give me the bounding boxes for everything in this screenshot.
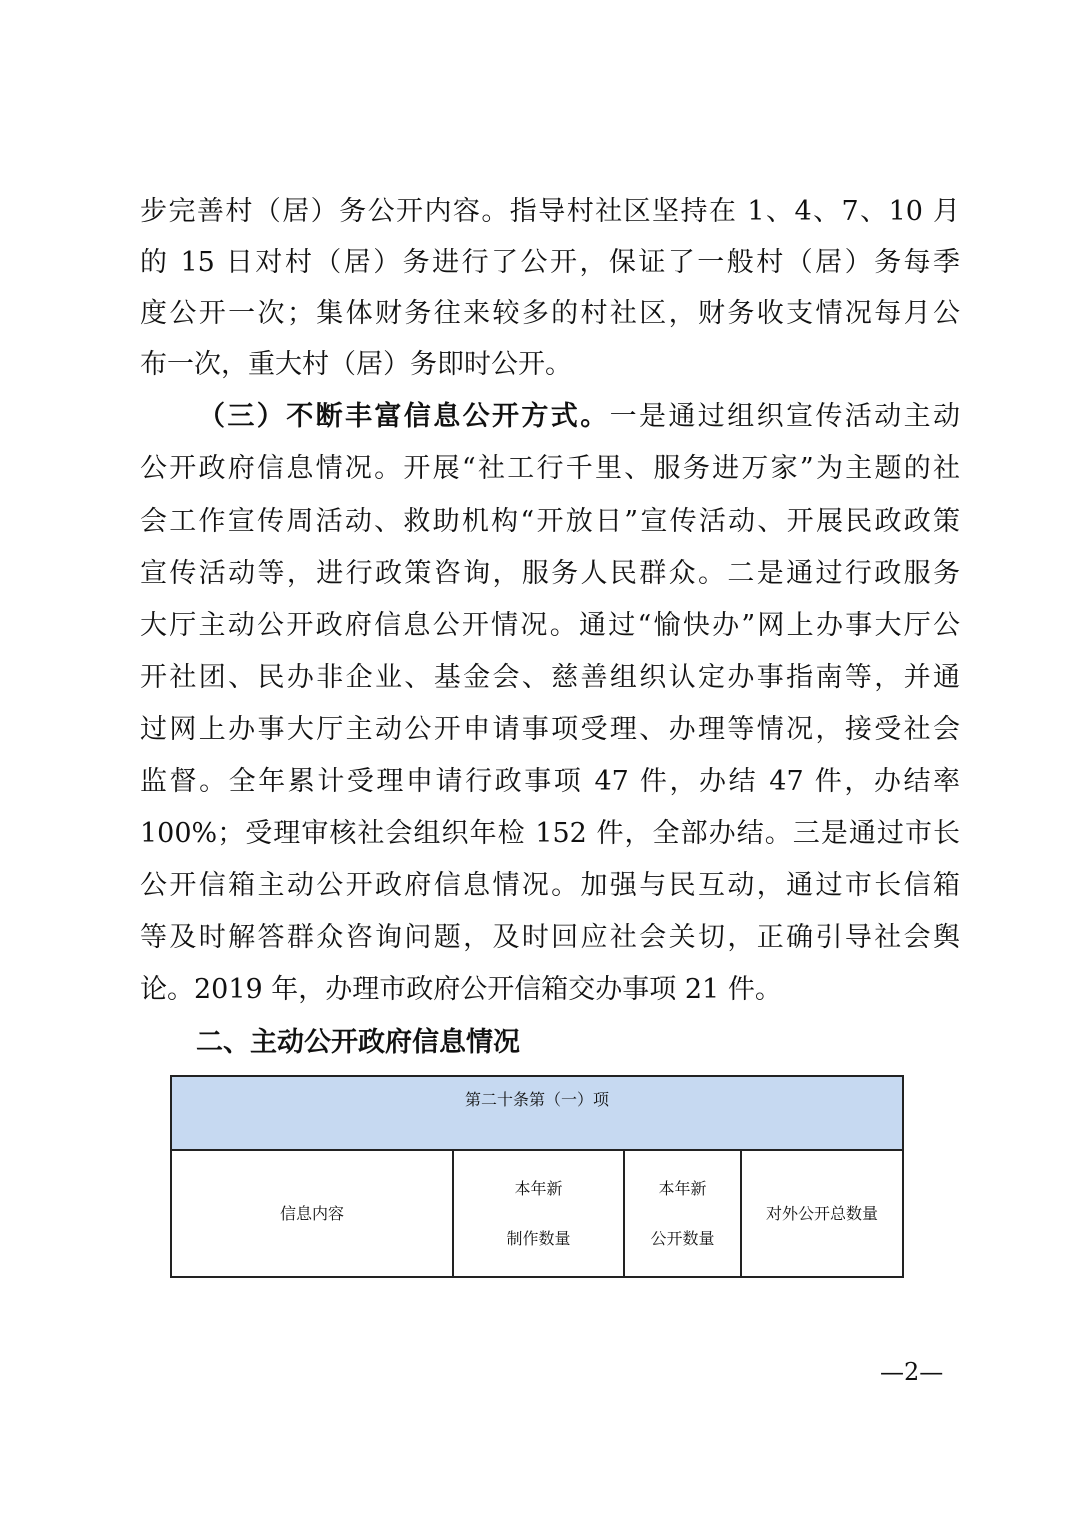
body-line: 会工作宣传周活动、救助机构“开放日”宣传活动、开展民政政策	[140, 506, 960, 537]
column-header-total-published: 对外公开总数量	[741, 1150, 903, 1277]
body-text: 一是通过组织宣传活动主动	[609, 401, 961, 432]
body-line: 开社团、民办非企业、基金会、慈善组织认定办事指南等，并通	[140, 662, 960, 693]
header-line: 本年新	[658, 1178, 707, 1198]
body-line: 100%；受理审核社会组织年检 152 件，全部办结。三是通过市长	[140, 818, 960, 849]
body-line: 步完善村（居）务公开内容。指导村社区坚持在 1、4、7、10 月	[140, 196, 960, 227]
body-line: 论。2019 年，办理市政府公开信箱交办事项 21 件。	[140, 974, 782, 1005]
body-line: 度公开一次；集体财务往来较多的村社区，财务收支情况每月公	[140, 298, 960, 329]
header-line: 制作数量	[506, 1228, 571, 1248]
body-line: 过网上办事大厅主动公开申请事项受理、办理等情况，接受社会	[140, 714, 960, 745]
body-line: 公开信箱主动公开政府信息情况。加强与民互动，通过市长信箱	[140, 870, 960, 901]
body-line: 公开政府信息情况。开展“社工行千里、服务进万家”为主题的社	[140, 453, 960, 484]
header-line: 公开数量	[650, 1228, 715, 1248]
body-line: 大厅主动公开政府信息公开情况。通过“愉快办”网上办事大厅公	[140, 610, 960, 641]
page-number: —2—	[880, 1358, 944, 1386]
column-header-info-content: 信息内容	[171, 1150, 453, 1277]
subheading-bold: （三）不断丰富信息公开方式。	[198, 401, 610, 432]
body-line: 监督。全年累计受理申请行政事项 47 件，办结 47 件，办结率	[140, 766, 960, 797]
column-header-new-published	[624, 1150, 741, 1277]
table-header: 第二十条第（一）项	[171, 1076, 903, 1150]
body-line: 宣传活动等，进行政策咨询，服务人民群众。二是通过行政服务	[140, 558, 960, 589]
body-line: 的 15 日对村（居）务进行了公开，保证了一般村（居）务每季	[140, 247, 960, 278]
body-line: 布一次，重大村（居）务即时公开。	[140, 349, 572, 380]
paragraph-first-line	[198, 400, 960, 434]
body-line: 等及时解答群众咨询问题，及时回应社会关切，正确引导社会舆	[140, 922, 960, 953]
section-heading: 二、主动公开政府信息情况	[196, 1027, 520, 1058]
info-table	[170, 1075, 904, 1278]
header-line: 本年新	[514, 1178, 563, 1198]
column-header-new-produced	[453, 1150, 624, 1277]
